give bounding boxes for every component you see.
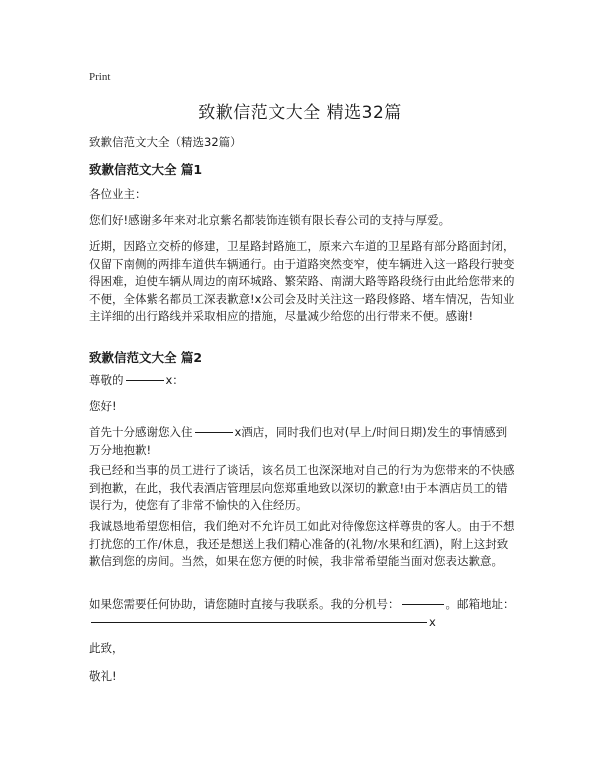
- blank-line-long: [91, 622, 427, 623]
- closing-1: 此致，: [89, 641, 124, 655]
- section-heading-2: 致歉信范文大全 篇2: [89, 350, 203, 365]
- paragraph-2-4-c: x: [429, 614, 436, 629]
- paragraph-2-2: 我已经和当事的员工进行了谈话，该名员工也深深地对自己的行为为您带来的不快感到抱歉，在此，我代表酒店管理层向您郑重地致以深切的歉意!由于本酒店员工的错误行为，使您有了非常不愉快的入住经历。: [89, 463, 515, 512]
- closing-2: 敬礼!: [89, 669, 117, 683]
- greeting: 您好!: [89, 399, 117, 413]
- paragraph-2-4-b: 。邮箱地址：: [445, 597, 515, 611]
- salutation-1: 各位业主：: [89, 187, 147, 201]
- paragraph-2-4-a: 如果您需要任何协助，请您随时直接与我联系。我的分机号：: [89, 597, 400, 611]
- paragraph-1-2: 近期，因路立交桥的修建，卫星路封路施工，原来六车道的卫星路有部分路面封闭，仅留下南侧的两排车道供车辆通行。由于道路突然变窄，使车辆进入这一路段行驶变得困难，迫使车辆从周边的南环城路、繁荣路、南湖大路等路段绕行由此给您带来的不便，全体紫名都员工深表歉意!x公司会及时关注这一路段修路、堵车情况，告知业主详细的出行路线并采取相应的措施，尽量减少给您的出行带来不便。感谢!: [89, 239, 515, 323]
- paragraph-2-1-b: x酒店，同时我们也对(早上/时间日期)发生的事情感到万分地抱歉!: [89, 425, 508, 457]
- paragraph-2-3: 我诚恳地希望您相信，我们绝对不允许员工如此对待像您这样尊贵的客人。由于不想打扰您的工作/休息，我还是想送上我们精心准备的(礼物/水果和红酒)，附上这封致歉信到您的房间。当然，如果在您方便的时候，我非常希望能当面对您表达歉意。: [89, 519, 515, 568]
- paragraph-2-1: [89, 424, 517, 459]
- print-label: Print: [89, 71, 111, 83]
- salutation-prefix: 尊敬的: [89, 373, 124, 387]
- section-heading-1: 致歉信范文大全 篇1: [89, 162, 203, 177]
- paragraph-2-4: [89, 596, 517, 631]
- paragraph-1-1: 您们好!感谢多年来对北京紫名都装饰连锁有限长春公司的支持与厚爱。: [89, 213, 451, 227]
- paragraph-2-1-a: 首先十分感谢您入住: [89, 425, 193, 439]
- blank-line: [402, 604, 444, 605]
- blank-line: [195, 432, 233, 433]
- blank-line: [126, 380, 164, 381]
- document-subtitle: 致歉信范文大全（精选32篇）: [89, 135, 242, 149]
- salutation-suffix: x：: [165, 373, 184, 387]
- page-title: 致歉信范文大全 精选32篇: [198, 103, 402, 123]
- salutation-2: [89, 372, 517, 390]
